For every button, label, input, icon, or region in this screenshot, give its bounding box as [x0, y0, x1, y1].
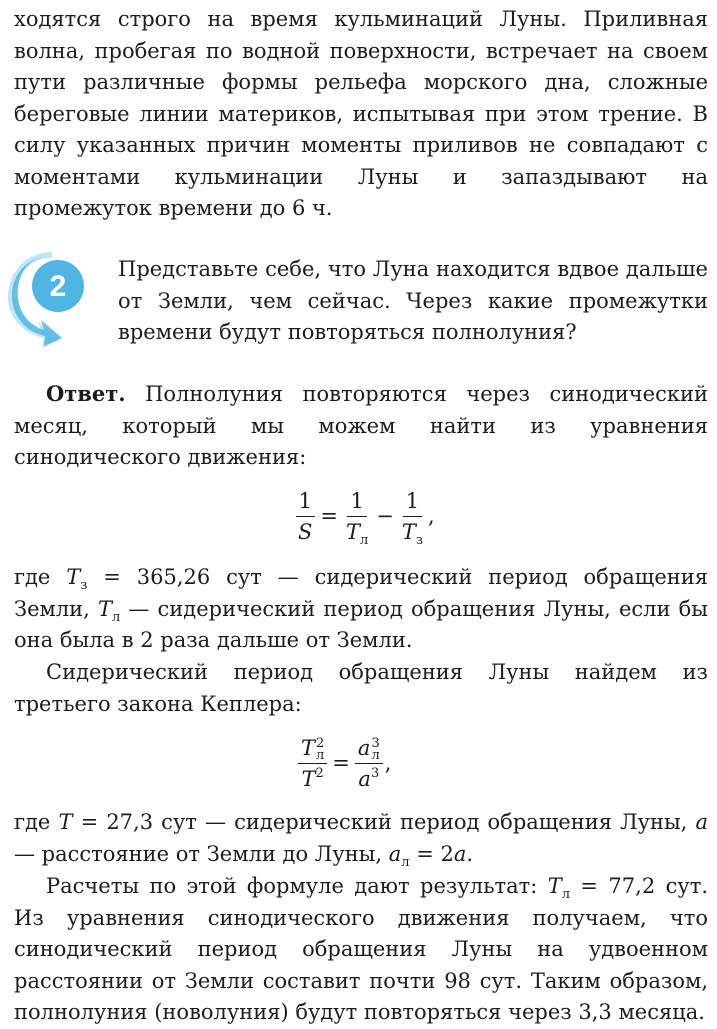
question-number-badge-icon: [8, 252, 88, 347]
kepler-intro-paragraph: Сидерический период обращения Луны найдем из третьего закона Кеплера:: [14, 660, 708, 716]
kepler-equation: T 2 л $T^2$ = a 3 л $a^3$ ,: [296, 733, 391, 794]
intro-paragraph: ходятся строго на время кульминаций Луны. Приливная волна, пробегая по водной поверхности, встречает на своем пути различные формы рельефа морского дна, сложные береговые линии материков, испытывая при этом трение. В силу указанных причин моменты приливов не совпадают с моментами кульминации Луны и запаздывают на промежуток времени до 6 ч.: [14, 7, 708, 220]
earth-period-paragraph: где $T_з = 365,26$ сут — сидерический период обращения Земли, $T_л$ — сидерический период обращения Луны, если бы она была в 2 раза дальше от Земли.: [14, 565, 708, 652]
synodic-equation: $\frac{1}{S}$ = $\frac{1}{T_л}$ − $\frac{1}{T_з}$ ,: [293, 486, 435, 547]
moon-period-paragraph: где T = 27,3 сут — сидерический период обращения Луны, a — расстояние от Земли до Луны, $a_л = 2a$.: [14, 810, 708, 870]
question-text: Представьте себе, что Луна находится вдвое дальше от Земли, чем сейчас. Через какие промежутки времени будут повторяться полнолуния?: [118, 257, 708, 344]
question-number: 2: [49, 270, 67, 303]
answer-paragraph: Ответ. Полнолуния повторяются через синодический месяц, который мы можем найти из уравнения синодического движения:: [14, 381, 708, 469]
result-paragraph: Расчеты по этой формуле дают результат: $T_л = 77,2$ сут. Из уравнения синодического движения получаем, что синодический период обращения Луны на удвоенном расстоянии от Земли составит почти 98 сут. Таким образом, полнолуния (новолуния) будут повторяться через 3,3 месяца.: [14, 874, 708, 1024]
answer-label: Ответ.: [46, 381, 126, 406]
